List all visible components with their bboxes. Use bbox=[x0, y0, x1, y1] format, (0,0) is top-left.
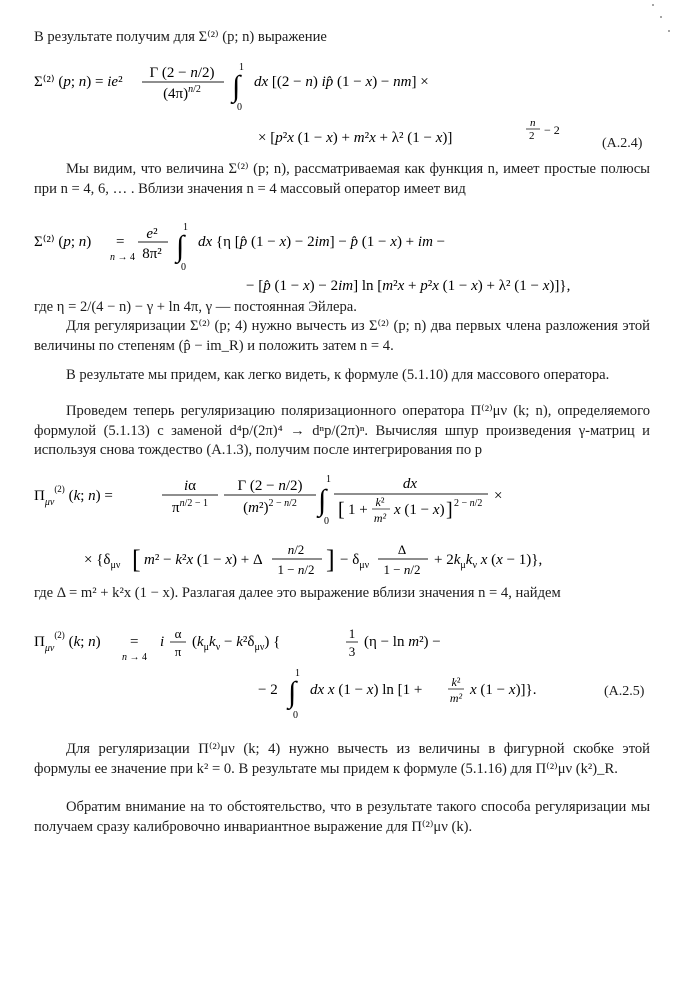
svg-text:k²: k² bbox=[375, 495, 385, 509]
scan-speck bbox=[652, 4, 654, 6]
paragraph-polarization: Проведем теперь регуляризацию поляризационного оператора Π⁽²⁾μν (k; n), определяемого формулой (5.1.13) с заменой d⁴p/(2π)⁴ → dⁿp/(2π)ⁿ. Вычисляя шпур произведения γ-матриц и используя снова тождество (А.1.3), получим после интегрирования по p bbox=[34, 403, 650, 458]
svg-text:× [p²x (1 − x) + m²x + λ² (1 −: × [p²x (1 − x) + m²x + λ² (1 − x)] bbox=[258, 130, 453, 146]
svg-text:n: n bbox=[530, 118, 536, 129]
svg-text:[: [ bbox=[338, 499, 345, 521]
svg-text:∫: ∫ bbox=[232, 70, 241, 103]
svg-text:]: ] bbox=[446, 499, 453, 521]
svg-text:n/2: n/2 bbox=[287, 542, 305, 557]
svg-text:iα: iα bbox=[183, 478, 197, 494]
svg-text:3: 3 bbox=[348, 644, 356, 659]
svg-text:8π²: 8π² bbox=[142, 246, 162, 262]
svg-text:dx [(2 − n) ip̂ (1 − x) − nm]: dx [(2 − n) ip̂ (1 − x) − nm] × bbox=[254, 74, 429, 90]
scan-speck bbox=[660, 16, 662, 18]
svg-text:1: 1 bbox=[239, 62, 244, 73]
svg-text:(m²)2 − n/2: $(m^2)^{2 - n/2}$ bbox=[243, 498, 297, 516]
svg-text:+ 2kμkν x (x − 1)},: + $2k_\mu k_\nu$ x (x − 1)}, bbox=[434, 552, 543, 571]
paragraph-delta-definition: где Δ = m² + k²x (1 − x). Разлагая далее это выражение вблизи значения n = 4, найдем bbox=[34, 585, 561, 601]
svg-text:πn/2 − 1: $\pi^{n/2 - 1}$ bbox=[172, 498, 208, 516]
svg-text:Γ (2 − n/2): Γ (2 − n/2) bbox=[149, 65, 215, 81]
svg-text:∫: ∫ bbox=[176, 230, 185, 263]
svg-text:m²: m² bbox=[449, 691, 463, 705]
svg-text:i: i bbox=[160, 634, 165, 650]
svg-text:0: 0 bbox=[293, 710, 298, 721]
svg-text:π: π bbox=[174, 644, 182, 659]
svg-text:dx {η [p̂ (1 − x) − 2im] − p̂: dx {η [p̂ (1 − x) − 2im] − p̂ (1 − x) + im − bbox=[198, 234, 446, 250]
svg-text:− 2: − 2 bbox=[544, 123, 560, 137]
svg-text:m²: m² bbox=[373, 511, 387, 525]
svg-text:1: 1 bbox=[183, 222, 188, 233]
svg-text:Πμν(2) (k; n) =: $\Pi_{\mu\nu}^{(2)}$ (k; n) = bbox=[34, 484, 113, 508]
svg-text:=: = bbox=[116, 234, 125, 250]
svg-text:1 − n/2: 1 − n/2 bbox=[277, 562, 315, 577]
equation-number-a24: (А.2.4) bbox=[602, 136, 643, 151]
svg-text:×: × bbox=[494, 488, 503, 504]
svg-text:∫: ∫ bbox=[318, 484, 327, 517]
svg-text:m² − k²x (1 − x) + Δ: m² − k²x (1 − x) + Δ bbox=[144, 552, 263, 568]
paragraph-gauge-invariance: Обратим внимание на то обстоятельство, что в результате такого способа регуляризации мы получаем сразу калибровочно инвариантное выражение для Π⁽²⁾μν (k). bbox=[34, 799, 650, 835]
svg-text:1 +: 1 + bbox=[348, 502, 368, 518]
paragraph-intro: В результате получим для Σ⁽²⁾ (p; n) выражение bbox=[34, 29, 327, 45]
svg-text:]: ] bbox=[326, 545, 335, 574]
svg-text:k²: k² bbox=[451, 675, 461, 689]
paragraph-poles: Мы видим, что величина Σ⁽²⁾ (p; n), рассматриваемая как функция n, имеет простые полюсы при n = 4, 6, … . Вблизи значения n = 4 массовый оператор имеет вид bbox=[34, 161, 650, 197]
svg-text:− δμν: − $\delta_{\mu\nu}$ bbox=[340, 552, 370, 571]
svg-text:− 2: − 2 bbox=[258, 682, 278, 698]
svg-text:1 − n/2: 1 − n/2 bbox=[383, 562, 421, 577]
svg-text:− [p̂ (1 − x) − 2im] ln [m²x +: − [p̂ (1 − x) − 2im] ln [m²x + p²x (1 − x) + λ² (1 − x)]}, bbox=[246, 278, 571, 294]
svg-text:Πμν(2) (k; n): $\Pi_{\mu\nu}^{(2)}$ (k; n) bbox=[34, 630, 101, 654]
svg-text:e²: e² bbox=[146, 226, 158, 242]
svg-text:1: 1 bbox=[295, 668, 300, 679]
svg-text:2 − n/2: 2 − n/2 bbox=[454, 498, 483, 509]
equation-a25-line2 bbox=[258, 664, 568, 724]
svg-text:[: [ bbox=[132, 545, 141, 574]
svg-text:0: 0 bbox=[181, 262, 186, 273]
equation-a24-line2 bbox=[258, 118, 588, 154]
svg-text:α: α bbox=[174, 626, 182, 641]
paragraph-sigma-regularization: Для регуляризации Σ⁽²⁾ (p; 4) нужно вычесть из Σ⁽²⁾ (p; n) два первых члена разложения этой величины по степеням (p̂ − im_R) и положить затем n = 4. bbox=[34, 318, 650, 354]
equation-a25-line1 bbox=[34, 622, 464, 670]
svg-text:× {δμν: × {$\delta_{\mu\nu}$ bbox=[84, 552, 121, 571]
svg-text:1: 1 bbox=[348, 626, 356, 641]
svg-text:Δ: Δ bbox=[397, 542, 407, 557]
equation-mass-operator-line1 bbox=[34, 218, 554, 278]
svg-text:0: 0 bbox=[237, 102, 242, 113]
svg-text:1: 1 bbox=[326, 474, 331, 485]
svg-text:Σ⁽²⁾ (p; n): Σ⁽²⁾ (p; n) bbox=[34, 234, 92, 250]
svg-text:2: 2 bbox=[529, 130, 535, 142]
svg-text:∫: ∫ bbox=[288, 676, 297, 709]
svg-text:dx x (1 − x) ln [1 +: dx x (1 − x) ln [1 + bbox=[310, 682, 423, 698]
svg-text:Σ⁽²⁾ (p; n) = ie²: Σ⁽²⁾ (p; n) = ie² bbox=[34, 74, 123, 90]
equation-mass-operator-line2 bbox=[246, 270, 646, 298]
svg-text:n → 4: n → 4 bbox=[122, 652, 147, 663]
paragraph-mass-operator-result: В результате мы придем, как легко видеть, к формуле (5.1.10) для массового оператора. bbox=[66, 367, 610, 383]
svg-text:(4π)n/2: $(4\pi)^n/2$ bbox=[163, 84, 201, 102]
svg-text:n → 4: n → 4 bbox=[110, 252, 135, 263]
svg-text:(η − ln m²) −: (η − ln m²) − bbox=[364, 634, 441, 650]
svg-text:dx: dx bbox=[402, 476, 418, 492]
svg-text:(kμkν − k²δμν) {: $(k_\mu k_\nu - k^2\delta_{\mu\nu})$ { bbox=[192, 634, 281, 653]
equation-number-a25: (А.2.5) bbox=[604, 684, 645, 699]
equation-polarization-line2 bbox=[84, 534, 654, 584]
scan-speck bbox=[668, 30, 670, 32]
paragraph-eta-definition: где η = 2/(4 − n) − γ + ln 4π, γ — постоянная Эйлера. bbox=[34, 299, 357, 315]
svg-text:=: = bbox=[130, 634, 139, 650]
equation-polarization-line1 bbox=[34, 468, 504, 534]
equation-a24-line1 bbox=[34, 60, 494, 116]
paragraph-pi-regularization: Для регуляризации Π⁽²⁾μν (k; 4) нужно вычесть из величины в фигурной скобке этой формулы ее значение при k² = 0. В результате мы придем к формуле (5.1.16) для Π⁽²⁾μν (k²)_R. bbox=[34, 741, 650, 777]
svg-text:x (1 − x)]}.: x (1 − x)]}. bbox=[470, 682, 537, 698]
svg-text:Γ (2 − n/2): Γ (2 − n/2) bbox=[237, 478, 303, 494]
svg-text:x (1 − x): x (1 − x) bbox=[394, 502, 445, 518]
svg-text:0: 0 bbox=[324, 516, 329, 527]
